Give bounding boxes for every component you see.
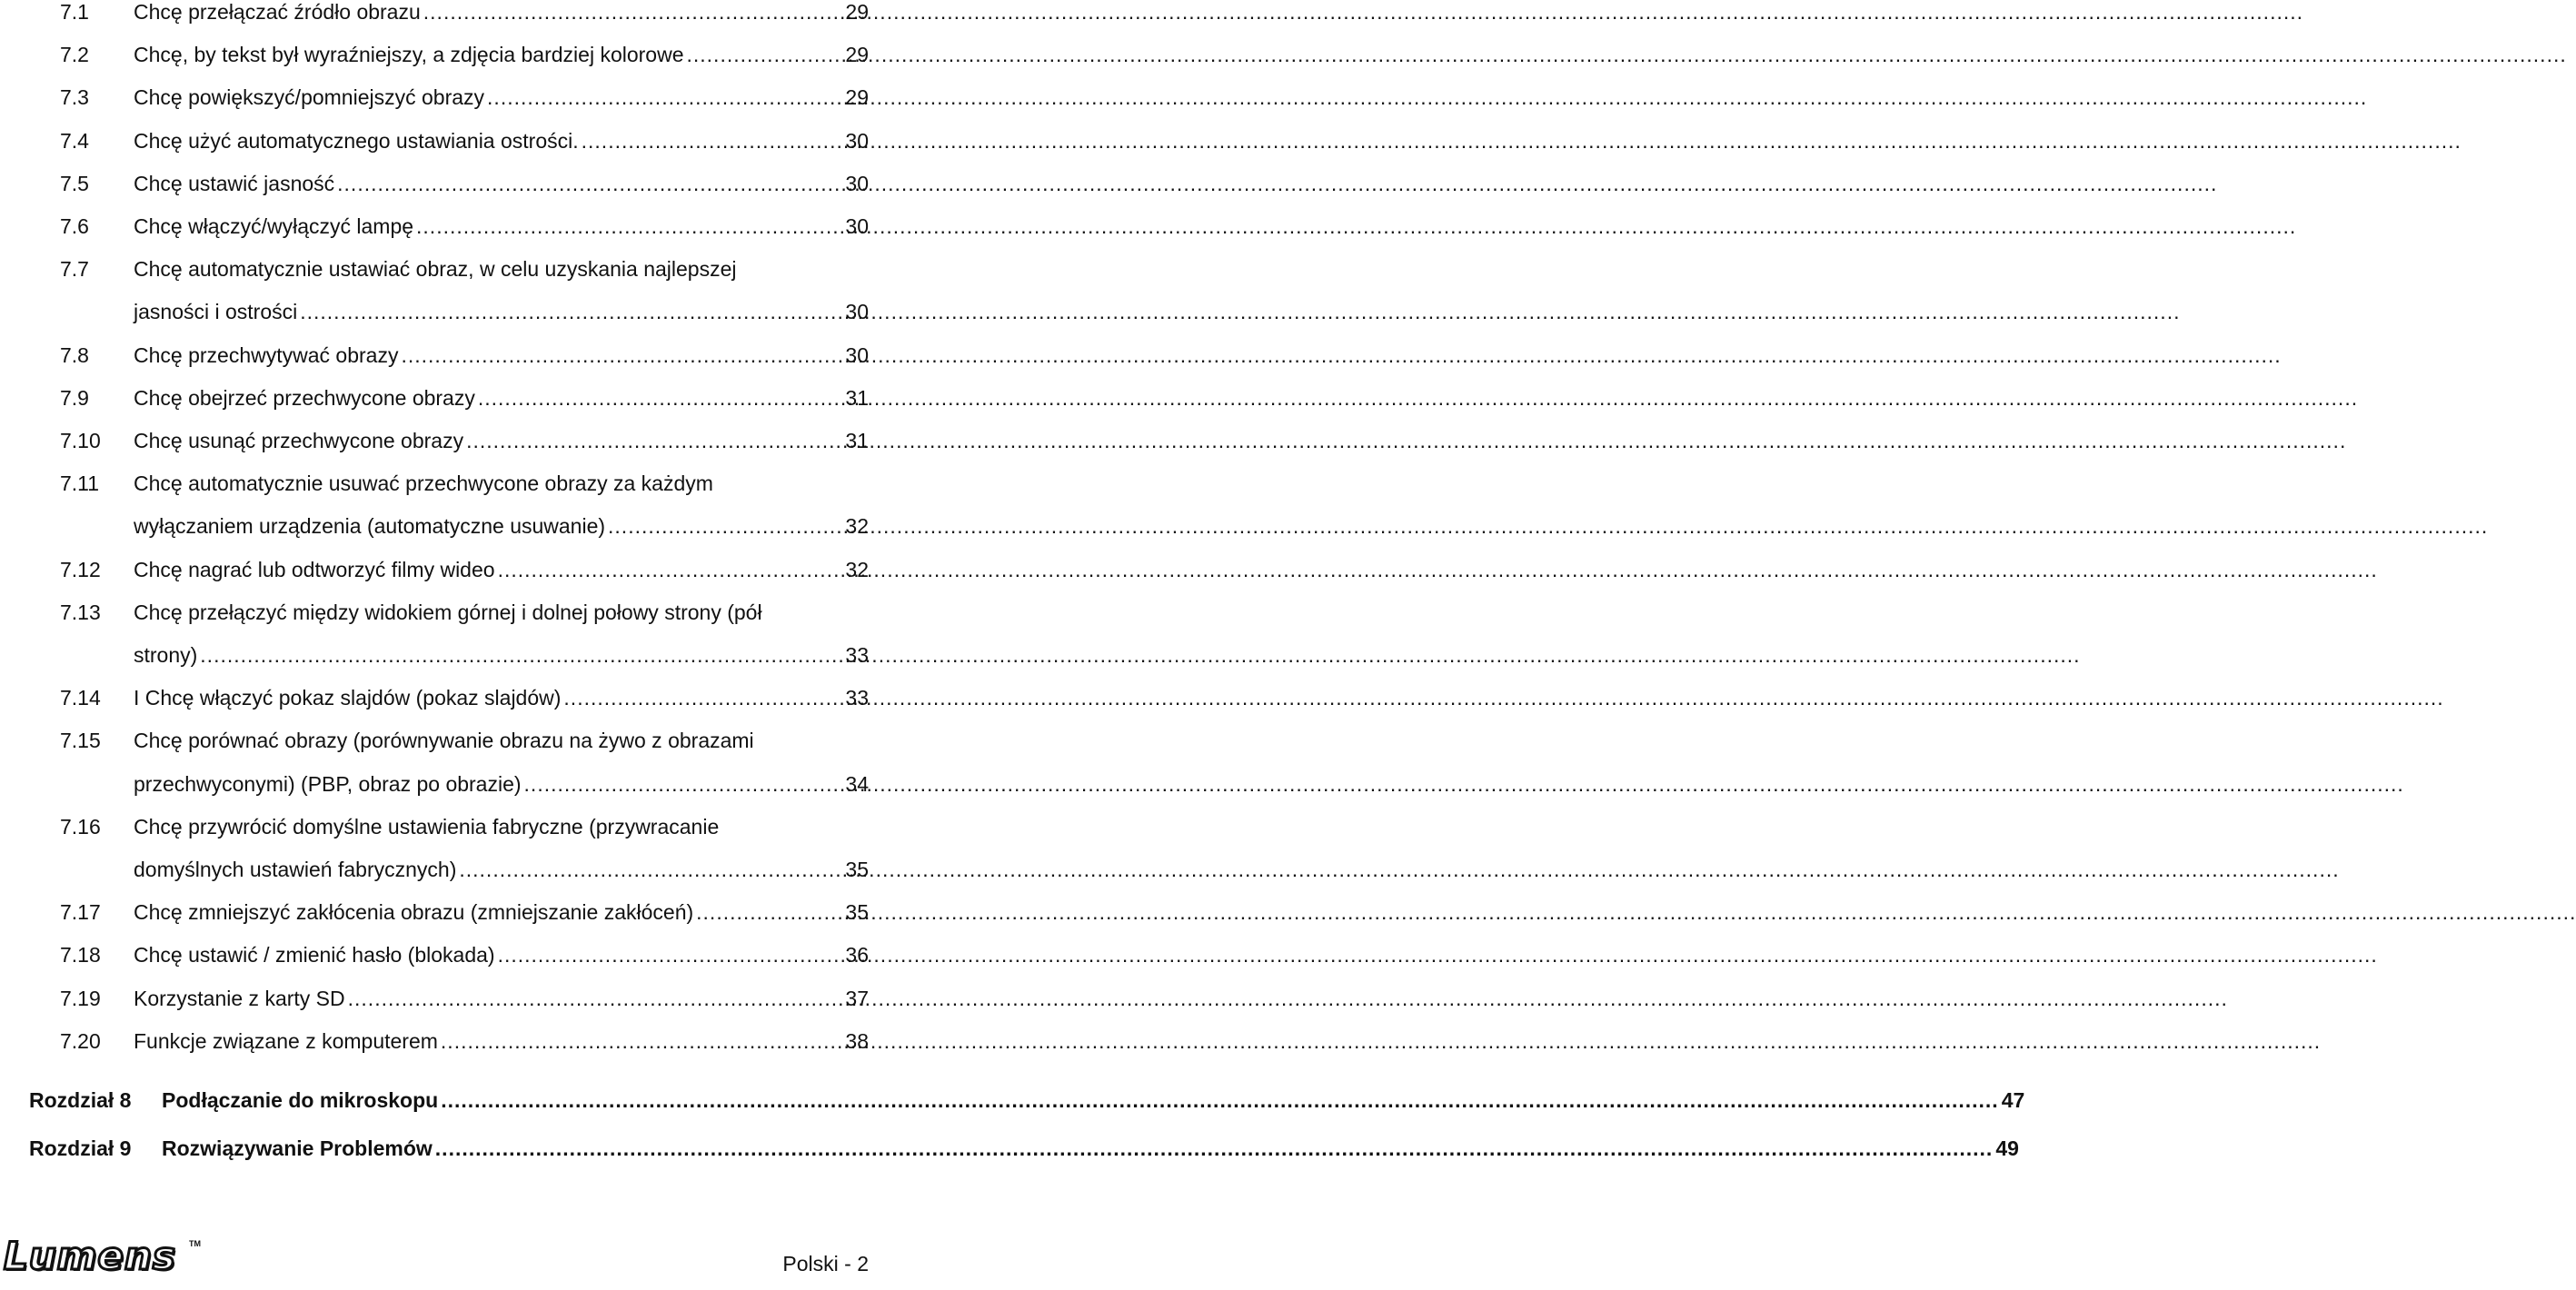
toc-chapter[interactable] — [29, 1126, 2019, 1171]
toc-entry-page: 30 — [845, 128, 869, 153]
toc-entry-title: Chcę włączyć/wyłączyć lampę — [134, 214, 414, 238]
logo-trademark: TM — [189, 1239, 201, 1248]
toc-entry-page: 33 — [845, 686, 869, 710]
toc-entry-page: 30 — [845, 214, 869, 238]
toc-entry-number: 7.10 — [60, 429, 101, 452]
toc-chapter-title: Podłączanie do mikroskopu — [162, 1088, 439, 1112]
toc-entry-title: Chcę nagrać lub odtworzyć filmy wideo — [134, 557, 495, 581]
toc-entry-number: 7.19 — [60, 986, 101, 1010]
toc-entry-number: 7.8 — [60, 342, 89, 367]
toc-entry-number: 7.18 — [60, 943, 101, 968]
dot-leader — [524, 763, 839, 806]
toc-entry-number: 7.4 — [60, 128, 89, 153]
toc-entry-page: 38 — [845, 1028, 869, 1053]
toc-entry[interactable] — [134, 934, 869, 977]
dot-leader — [478, 377, 839, 420]
toc-entry[interactable] — [134, 34, 869, 76]
toc-entry-title: Chcę ustawić jasność — [134, 171, 335, 195]
toc-entry[interactable] — [134, 677, 869, 719]
dot-leader — [300, 291, 839, 333]
toc-entry-page: 35 — [845, 900, 869, 925]
toc-entry-title: I Chcę włączyć pokaz slajdów (pokaz slajdów) — [134, 686, 562, 710]
toc-entry-title: Chcę przełączać źródło obrazu — [134, 0, 421, 24]
toc-entry-number: 7.7 — [60, 257, 89, 282]
toc-entry-page: 30 — [845, 342, 869, 367]
dot-leader — [423, 0, 839, 34]
toc-entry-title: Korzystanie z karty SD — [134, 986, 345, 1010]
dot-leader — [498, 549, 839, 591]
toc-entry[interactable] — [134, 420, 869, 462]
toc-entry-page: 36 — [845, 943, 869, 968]
dot-leader — [498, 934, 839, 977]
toc-chapter-label: Rozdział 8 — [29, 1088, 132, 1112]
page-footer-label: Polski - 2 — [782, 1252, 869, 1275]
toc-entry-number: 7.13 — [60, 600, 101, 624]
toc-entry-title: strony) — [134, 643, 198, 667]
dot-leader — [687, 34, 840, 76]
toc-entry[interactable] — [134, 291, 869, 333]
toc-entry[interactable] — [134, 977, 869, 1020]
toc-entry-number: 7.5 — [60, 171, 89, 195]
toc-entry[interactable] — [134, 120, 869, 163]
dot-leader — [582, 120, 839, 163]
toc-entry-number: 7.6 — [60, 214, 89, 238]
dot-leader — [696, 891, 839, 934]
toc-entry-title: jasności i ostrości — [134, 300, 298, 324]
dot-leader — [441, 1077, 1999, 1123]
toc-entry-title: Chcę automatycznie usuwać przechwycone obrazy za każdym — [134, 471, 713, 496]
toc-entry-page: 31 — [845, 385, 869, 410]
toc-entry-page: 30 — [845, 171, 869, 195]
lumens-logo: Lumens — [4, 1234, 176, 1278]
dot-leader — [435, 1126, 1994, 1171]
toc-entry-number: 7.11 — [60, 471, 100, 496]
toc-entry[interactable] — [134, 634, 869, 677]
toc-entry[interactable] — [134, 377, 869, 420]
toc-chapter-label: Rozdział 9 — [29, 1136, 132, 1160]
toc-entry-page: 37 — [845, 986, 869, 1010]
toc-entry-page: 31 — [845, 429, 869, 452]
toc-entry-number: 7.2 — [60, 43, 89, 67]
dot-leader — [487, 76, 839, 119]
toc-entry-page: 34 — [845, 771, 869, 796]
toc-entry-title: Chcę przywrócić domyślne ustawienia fabryczne (przywracanie — [134, 814, 720, 838]
toc-entry[interactable] — [134, 806, 869, 848]
toc-entry-number: 7.20 — [60, 1028, 101, 1053]
toc-entry-title: Chcę przechwytywać obrazy — [134, 342, 399, 367]
toc-entry-page: 29 — [845, 85, 869, 110]
dot-leader — [441, 1020, 839, 1063]
toc-entry-number: 7.14 — [60, 686, 101, 710]
toc-entry[interactable] — [134, 0, 869, 34]
toc-entry[interactable] — [134, 205, 869, 248]
toc-chapter[interactable] — [29, 1077, 2025, 1123]
toc-entry[interactable] — [134, 248, 869, 291]
toc-entry-page: 30 — [845, 300, 869, 324]
toc-entry-number: 7.16 — [60, 814, 101, 838]
toc-entry-number: 7.3 — [60, 85, 89, 110]
dot-leader — [563, 677, 839, 719]
toc-entry-title: Chcę porównać obrazy (porównywanie obrazu na żywo z obrazami — [134, 729, 754, 753]
toc-entry-title: Chcę zmniejszyć zakłócenia obrazu (zmniejszanie zakłóceń) — [134, 900, 694, 925]
toc-chapter-title: Rozwiązywanie Problemów — [162, 1136, 433, 1160]
dot-leader — [466, 420, 839, 462]
toc-entry[interactable] — [134, 1020, 869, 1063]
dot-leader — [200, 634, 839, 677]
toc-entry-title: Funkcje związane z komputerem — [134, 1028, 438, 1053]
toc-entry[interactable] — [134, 163, 869, 205]
toc-entry-page: 29 — [845, 0, 869, 24]
dot-leader — [337, 163, 839, 205]
toc-chapter-page: 49 — [1995, 1136, 2019, 1160]
toc-entry-title: Chcę usunąć przechwycone obrazy — [134, 429, 464, 452]
toc-chapter-page: 47 — [2001, 1088, 2025, 1112]
toc-entry-title: wyłączaniem urządzenia (automatyczne usuwanie) — [134, 514, 606, 539]
toc-entry[interactable] — [134, 891, 869, 934]
toc-entry-number: 7.1 — [60, 0, 89, 24]
dot-leader — [459, 848, 839, 891]
toc-entry-page: 32 — [845, 557, 869, 581]
toc-entry[interactable] — [134, 591, 869, 634]
dot-leader — [401, 334, 839, 377]
dot-leader — [348, 977, 839, 1020]
toc-entry-title: Chcę użyć automatycznego ustawiania ostrości. — [134, 128, 579, 153]
toc-entry[interactable] — [134, 76, 869, 119]
toc-entry-title: Chcę obejrzeć przechwycone obrazy — [134, 385, 475, 410]
toc-entry-page: 29 — [845, 43, 869, 67]
toc-entry-number: 7.17 — [60, 900, 101, 925]
toc-entry-page: 32 — [845, 514, 869, 539]
toc-entry-number: 7.15 — [60, 729, 101, 753]
toc-entry-page: 33 — [845, 643, 869, 667]
toc-entry-number: 7.9 — [60, 385, 89, 410]
toc-entry-page: 35 — [845, 858, 869, 881]
toc-entry[interactable] — [134, 848, 869, 891]
toc-entry-title: Chcę ustawić / zmienić hasło (blokada) — [134, 943, 495, 968]
toc-entry-title: Chcę automatycznie ustawiać obraz, w celu uzyskania najlepszej — [134, 257, 737, 282]
toc-entry[interactable] — [134, 763, 869, 806]
toc-entry[interactable] — [134, 505, 869, 548]
dot-leader — [416, 205, 839, 248]
toc-entry-title: domyślnych ustawień fabrycznych) — [134, 858, 457, 881]
toc-entry-title: przechwyconymi) (PBP, obraz po obrazie) — [134, 771, 522, 796]
toc-entry-title: Chcę przełączyć między widokiem górnej i dolnej połowy strony (pół — [134, 600, 762, 624]
toc-entry-title: Chcę, by tekst był wyraźniejszy, a zdjęcia bardziej kolorowe — [134, 43, 684, 67]
toc-entry-number: 7.12 — [60, 557, 101, 581]
toc-entry[interactable] — [134, 462, 869, 505]
toc-entry[interactable] — [134, 549, 869, 591]
toc-entry[interactable] — [134, 334, 869, 377]
toc-entry[interactable] — [134, 719, 869, 762]
toc-entry-title: Chcę powiększyć/pomniejszyć obrazy — [134, 85, 485, 110]
dot-leader — [608, 505, 839, 548]
